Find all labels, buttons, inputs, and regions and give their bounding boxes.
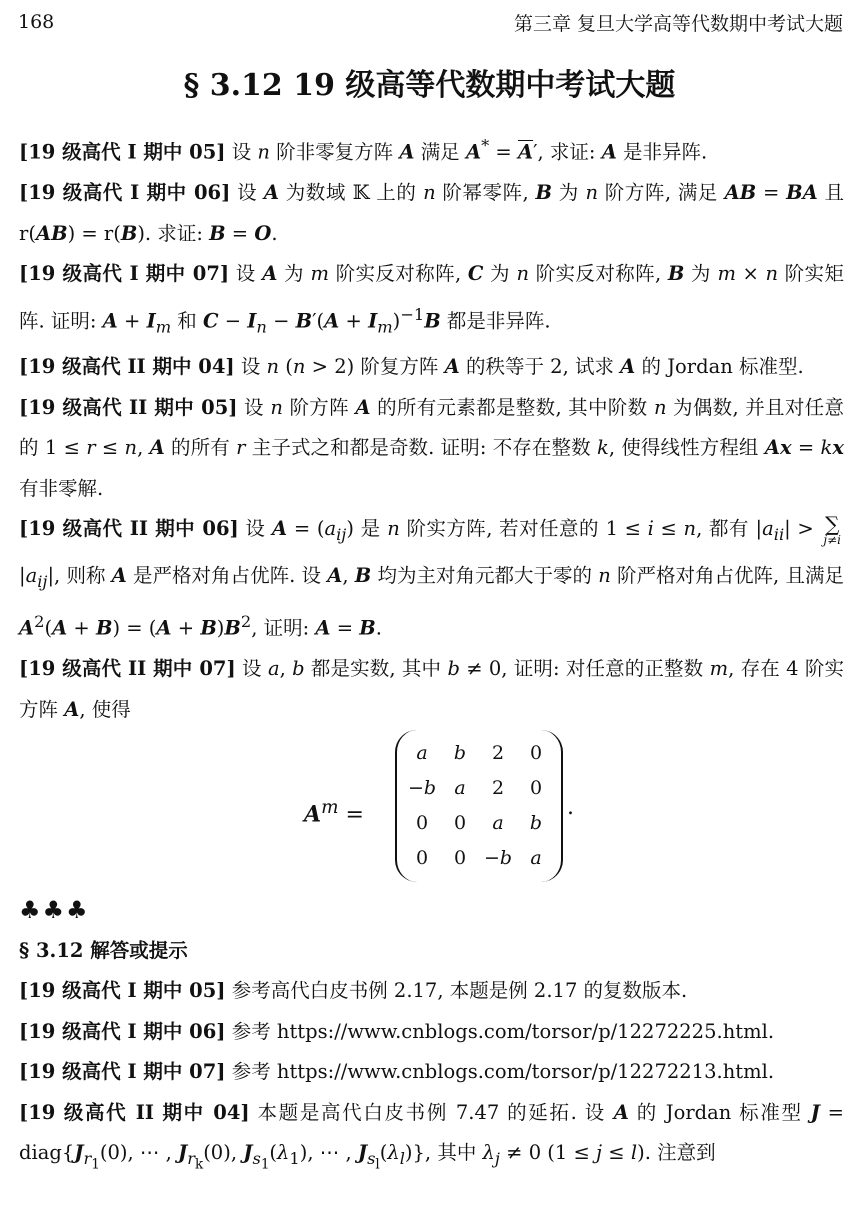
solution-tag: [19 级高代 I 期中 07]: [19, 1060, 226, 1084]
matrix-cell: 2: [491, 742, 505, 765]
matrix-cell: a: [492, 812, 504, 835]
matrix-cell: 0: [453, 847, 467, 870]
solution-item: [19, 1052, 844, 1093]
matrix-cell: −b: [483, 847, 513, 870]
matrix-cell: 0: [529, 777, 543, 800]
matrix-cell: b: [453, 742, 467, 765]
problem-item: [19 级高代 II 期中 04] 设 n (n > 2) 阶复方阵 A 的秩等于 2, 试求 A 的 Jordan 标准型.: [19, 355, 804, 379]
matrix-cell: 0: [529, 742, 543, 765]
problem-item: [19 级高代 II 期中 07] 设 a, b 都是实数, 其中 b ≠ 0, 证明: 对任意的正整数 m, 存在 4 阶实方阵 A, 使得: [19, 657, 844, 721]
matrix-cell: 0: [415, 847, 429, 870]
solution-text: 参考 https://www.cnblogs.com/torsor/p/12272225.html.: [231, 1019, 775, 1043]
problem-tag: [19 级高代 II 期中 04]: [19, 355, 235, 379]
problem-item: [19 级高代 I 期中 05] 设 n 阶非零复方阵 A 满足 $A^* = \overline{A}'$, 求证: A 是非异阵.: [19, 136, 708, 164]
section-divider: ♣♣♣: [19, 896, 90, 925]
problem-tag: [19 级高代 I 期中 07]: [19, 262, 230, 285]
matrix-cell: b: [529, 812, 543, 835]
chapter-title: 第三章 复旦大学高等代数期中考试大题: [513, 12, 843, 35]
solution-tag: [19 级高代 II 期中 04]: [19, 1100, 250, 1124]
solution-item: [19, 971, 844, 1012]
matrix-cell: a: [530, 847, 542, 870]
solution-text: 参考高代白皮书例 2.17, 本题是例 2.17 的复数版本.: [231, 979, 688, 1003]
matrix-cell: −b: [407, 777, 437, 800]
document-body: [19, 126, 844, 1185]
problem-item: [19 级高代 II 期中 05] 设 n 阶方阵 A 的所有元素都是整数, 其中阶数 n 为偶数, 并且对任意的 1 ≤ r ≤ n, A 的所有 r 主子式之和都是奇数. 证明: 不存在整数 k, 使得线性方程组 Ax = kx 有非零解.: [19, 395, 844, 500]
page-header: [18, 8, 843, 36]
problem-item: [19 级高代 II 期中 06] 设 $A = (a_{ij})$ 是 n 阶实方阵, 若对任意的 1 ≤ i ≤ n, 都有 $|a_{ii}|$ > ∑ j≠i $|a_{ij}|$, 则称 A 是严格对角占优阵. 设 A, B 均为主对角元都大于零的 n 阶严格对角占优阵, 且满足 $A^2(A + B) = (A + B)B^2$, 证明: A = B.: [19, 511, 844, 640]
matrix-equation: [19, 730, 844, 890]
matrix-period: .: [567, 795, 574, 821]
problem-tag: [19 级高代 II 期中 07]: [19, 657, 236, 681]
problem-item: [19 级高代 I 期中 07] 设 A 为 m 阶实反对称阵, C 为 n 阶实反对称阵, B 为 m × n 阶实矩阵. 证明: $A + I_m$ 和 $C - I_n - B'(A + I_m)^{-1}B$ 都是非异阵.: [19, 262, 844, 336]
solution-text: 参考 https://www.cnblogs.com/torsor/p/12272213.html.: [231, 1060, 775, 1084]
solution-item: [19, 1012, 844, 1053]
matrix-cell: 0: [453, 812, 467, 835]
matrix-cell: a: [454, 777, 466, 800]
section-title: § 3.12 19 级高等代数期中考试大题: [183, 68, 676, 103]
solution-tag: [19 级高代 I 期中 05]: [19, 979, 226, 1003]
page-number: 168: [18, 11, 55, 33]
problem-tag: [19 级高代 I 期中 06]: [19, 181, 231, 204]
problem-tag: [19 级高代 II 期中 05]: [19, 395, 238, 419]
matrix-cell: a: [416, 742, 428, 765]
solutions-heading: § 3.12 解答或提示: [19, 938, 188, 962]
solution-tag: [19 级高代 I 期中 06]: [19, 1019, 226, 1043]
matrix-4x4: [395, 730, 563, 882]
problem-tag: [19 级高代 I 期中 05]: [19, 140, 226, 164]
problem-tag: [19 级高代 II 期中 06]: [19, 517, 239, 541]
problem-item: [19 级高代 I 期中 06] 设 A 为数域 𝕂 上的 n 阶幂零阵, B 为 n 阶方阵, 满足 AB = BA 且 r(AB) = r(B). 求证: B = O.: [19, 181, 844, 245]
matrix-cell: 2: [491, 777, 505, 800]
matrix-lhs: $A^m$ =: [304, 797, 364, 828]
matrix-cell: 0: [415, 812, 429, 835]
solution-item: [19 级高代 II 期中 04] 本题是高代白皮书例 7.47 的延拓. 设 A 的 Jordan 标准型 $J = diag\{J_{r_1}(0)$, ⋯ , $J_{r_k}(0)$, $J_{s_1}(\lambda_1)$, ⋯ , $J_{s_l}(\lambda_l)$}, 其中 $\lambda_j \ne 0$ (1 ≤ j ≤ l). 注意到: [19, 1100, 845, 1173]
